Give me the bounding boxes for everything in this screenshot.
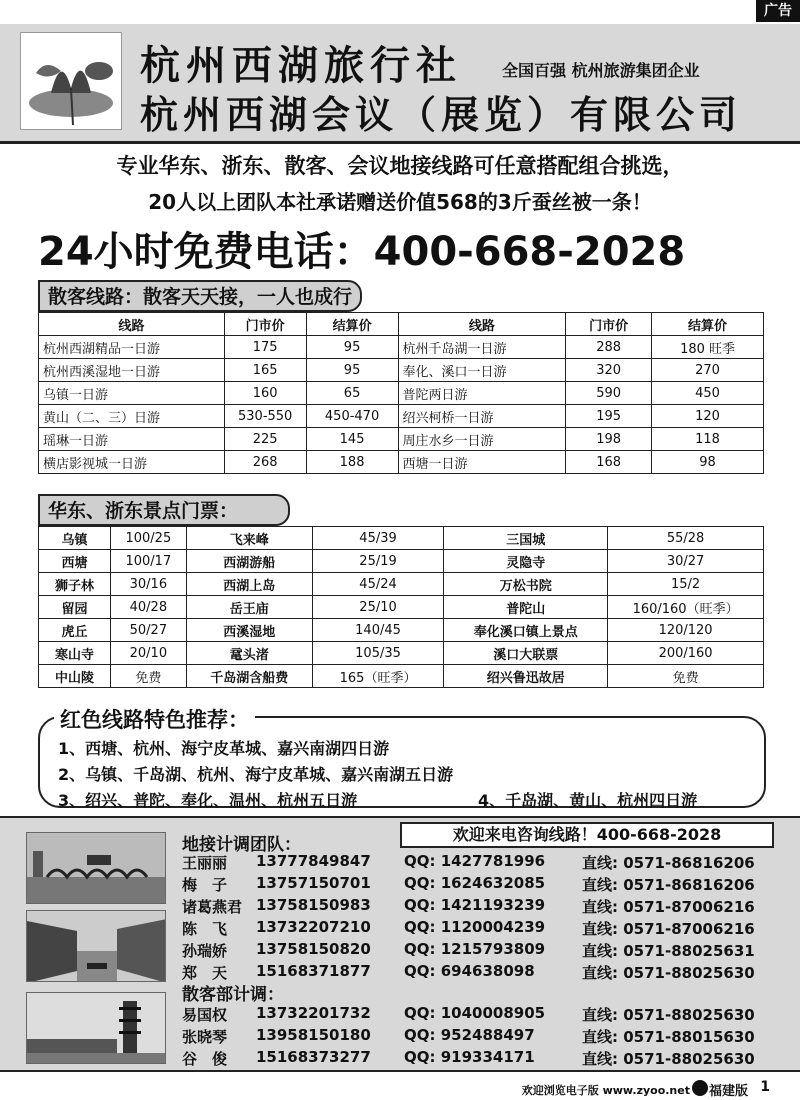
table-cell: 40/28 (110, 596, 186, 619)
table-cell: 530-550 (224, 405, 306, 428)
ad-tag: 广告 (756, 0, 800, 22)
table-cell: 590 (566, 382, 652, 405)
table-row (39, 550, 764, 573)
table-cell: 黄山（二、三）日游 (39, 405, 225, 428)
table-cell: 灵隐寺 (444, 550, 608, 573)
lotus-logo-image (20, 32, 122, 130)
contact-qq: QQ: 952488497 (404, 1026, 535, 1044)
table-cell: 周庄水乡一日游 (398, 428, 566, 451)
table-cell: 45/39 (312, 527, 444, 550)
table-cell: 100/17 (110, 550, 186, 573)
contact-qq: QQ: 1215793809 (404, 940, 546, 958)
table-cell: 杭州西溪湿地一日游 (39, 359, 225, 382)
table-cell: 118 (652, 428, 764, 451)
table-cell: 西塘 (39, 550, 111, 573)
footer-website: 欢迎浏览电子版 www.zyoo.net (521, 1084, 690, 1097)
photo-pagoda (26, 992, 166, 1064)
table-cell: 免费 (110, 665, 186, 688)
table-cell: 65 (306, 382, 398, 405)
table-cell: 鼋头渚 (186, 642, 312, 665)
contact-mobile: 13758150820 (256, 940, 371, 958)
red-routes-title: 红色线路特色推荐： (54, 704, 255, 734)
col-header-retail: 门市价 (224, 313, 306, 336)
table-cell: 杭州西湖精品一日游 (39, 336, 225, 359)
contact-qq: QQ: 1421193239 (404, 896, 546, 914)
table-cell: 岳王庙 (186, 596, 312, 619)
table-cell: 15/2 (608, 573, 764, 596)
photo-water-town (26, 910, 166, 982)
contact-qq: QQ: 1040008905 (404, 1004, 546, 1022)
table-cell: 320 (566, 359, 652, 382)
contact-mobile: 13758150983 (256, 896, 371, 914)
table-cell: 万松书院 (444, 573, 608, 596)
table-cell: 200/160 (608, 642, 764, 665)
table-cell: 45/24 (312, 573, 444, 596)
table-cell: 西塘一日游 (398, 451, 566, 474)
contact-name: 梅 子 (182, 876, 228, 894)
table-cell: 西湖游船 (186, 550, 312, 573)
contact-mobile: 13958150180 (256, 1026, 371, 1044)
tickets-table (38, 526, 764, 688)
table-cell: 120 (652, 405, 764, 428)
header-banner (0, 24, 800, 144)
contact-mobile: 13732201732 (256, 1004, 371, 1022)
table-cell: 狮子林 (39, 573, 111, 596)
table-cell: 杭州千岛湖一日游 (398, 336, 566, 359)
table-cell: 120/120 (608, 619, 764, 642)
promo-line-1: 专业华东、浙东、散客、会议地接线路可任意搭配组合挑选， (116, 154, 684, 178)
table-row (39, 405, 764, 428)
table-cell: 165（旺季） (312, 665, 444, 688)
table-cell: 95 (306, 359, 398, 382)
table-cell: 30/27 (608, 550, 764, 573)
contact-name: 郑 天 (182, 964, 228, 982)
table-cell: 98 (652, 451, 764, 474)
contact-direct-line: 直线: 0571-86816206 (582, 854, 755, 872)
table-cell: 中山陵 (39, 665, 111, 688)
contact-name: 孙瑞娇 (182, 942, 228, 960)
contact-name: 谷 俊 (182, 1050, 228, 1068)
table-cell: 寒山寺 (39, 642, 111, 665)
table-row (39, 665, 764, 688)
table-row (39, 382, 764, 405)
contact-direct-line: 直线: 0571-87006216 (582, 920, 755, 938)
table-cell: 绍兴鲁迅故居 (444, 665, 608, 688)
table-cell: 198 (566, 428, 652, 451)
contact-name: 易国权 (182, 1006, 228, 1024)
table-cell: 105/35 (312, 642, 444, 665)
contact-direct-line: 直线: 0571-87006216 (582, 898, 755, 916)
table-cell: 乌镇一日游 (39, 382, 225, 405)
table-cell: 奉化、溪口一日游 (398, 359, 566, 382)
contact-name: 张晓琴 (182, 1028, 228, 1046)
table-cell: 瑶琳一日游 (39, 428, 225, 451)
company-name-conference: 杭州西湖会议（展览）有限公司 (140, 92, 743, 137)
table-cell: 飞来峰 (186, 527, 312, 550)
free-hotline: 24小时免费电话：400-668-2028 (38, 229, 686, 275)
scatter-routes-title: 散客线路：散客天天接，一人也成行 (38, 280, 362, 312)
table-cell: 普陀两日游 (398, 382, 566, 405)
red-route-3: 3、绍兴、普陀、奉化、温州、杭州五日游 (58, 791, 358, 810)
table-cell: 25/10 (312, 596, 444, 619)
table-cell: 168 (566, 451, 652, 474)
table-cell: 270 (652, 359, 764, 382)
red-route-1: 1、西塘、杭州、海宁皮革城、嘉兴南湖四日游 (58, 739, 390, 758)
contact-mobile: 13732207210 (256, 918, 371, 936)
contact-direct-line: 直线: 0571-86816206 (582, 876, 755, 894)
table-row (39, 451, 764, 474)
table-cell: 虎丘 (39, 619, 111, 642)
table-cell: 165 (224, 359, 306, 382)
table-cell: 横店影视城一日游 (39, 451, 225, 474)
promo-line-2: 20人以上团队本社承诺赠送价值568的3斤蚕丝被一条！ (148, 190, 652, 214)
contact-direct-line: 直线: 0571-88025630 (582, 1006, 755, 1024)
table-cell: 乌镇 (39, 527, 111, 550)
table-cell: 450-470 (306, 405, 398, 428)
page-number: 1 (760, 1079, 770, 1095)
table-cell: 188 (306, 451, 398, 474)
table-cell: 225 (224, 428, 306, 451)
table-cell: 55/28 (608, 527, 764, 550)
table-cell: 西溪湿地 (186, 619, 312, 642)
table-cell: 95 (306, 336, 398, 359)
group-team-title: 地接计调团队： (182, 835, 301, 855)
table-cell: 20/10 (110, 642, 186, 665)
table-row (39, 573, 764, 596)
table-row (39, 336, 764, 359)
footer (0, 1076, 800, 1100)
contact-qq: QQ: 1427781996 (404, 852, 546, 870)
table-row (39, 428, 764, 451)
scatter-team-title: 散客部计调： (182, 985, 284, 1005)
table-cell: 普陀山 (444, 596, 608, 619)
table-cell: 268 (224, 451, 306, 474)
company-slogan: 全国百强 杭州旅游集团企业 (502, 61, 700, 80)
table-cell: 50/27 (110, 619, 186, 642)
tickets-title: 华东、浙东景点门票： (38, 494, 290, 526)
table-cell: 175 (224, 336, 306, 359)
table-cell: 30/16 (110, 573, 186, 596)
contact-qq: QQ: 1624632085 (404, 874, 546, 892)
table-cell: 195 (566, 405, 652, 428)
table-cell: 180 旺季 (652, 336, 764, 359)
table-cell: 145 (306, 428, 398, 451)
table-cell: 450 (652, 382, 764, 405)
col-header-settle: 结算价 (306, 313, 398, 336)
table-row (39, 596, 764, 619)
table-row (39, 619, 764, 642)
table-cell: 288 (566, 336, 652, 359)
table-header-row (39, 313, 764, 336)
contact-qq: QQ: 694638098 (404, 962, 535, 980)
scatter-routes-table (38, 312, 764, 474)
contact-name: 王丽丽 (182, 854, 228, 872)
table-cell: 免费 (608, 665, 764, 688)
col-header-retail: 门市价 (566, 313, 652, 336)
contact-qq: QQ: 919334171 (404, 1048, 535, 1066)
contact-direct-line: 直线: 0571-88025630 (582, 964, 755, 982)
contact-name: 诸葛燕君 (182, 898, 243, 916)
table-cell: 160/160（旺季） (608, 596, 764, 619)
contact-direct-line: 直线: 0571-88015630 (582, 1028, 755, 1046)
consult-hotline-box: 欢迎来电咨询线路！400-668-2028 (400, 822, 774, 848)
table-cell: 100/25 (110, 527, 186, 550)
table-cell: 140/45 (312, 619, 444, 642)
contact-mobile: 13757150701 (256, 874, 371, 892)
company-name-travel: 杭州西湖旅行社 (140, 42, 462, 89)
table-row (39, 359, 764, 382)
table-cell: 160 (224, 382, 306, 405)
contact-direct-line: 直线: 0571-88025630 (582, 1050, 755, 1068)
red-route-4: 4、千岛湖、黄山、杭州四日游 (478, 791, 698, 810)
table-cell: 三国城 (444, 527, 608, 550)
red-route-2: 2、乌镇、千岛湖、杭州、海宁皮革城、嘉兴南湖五日游 (58, 765, 454, 784)
contact-mobile: 15168371877 (256, 962, 371, 980)
table-cell: 西湖上岛 (186, 573, 312, 596)
table-cell: 千岛湖含船费 (186, 665, 312, 688)
site-logo-icon (692, 1080, 708, 1096)
table-cell: 奉化溪口镇上景点 (444, 619, 608, 642)
table-cell: 溪口大联票 (444, 642, 608, 665)
photo-stone-bridge (26, 832, 166, 904)
footer-edition: 福建版 (708, 1084, 748, 1099)
table-cell: 25/19 (312, 550, 444, 573)
contact-mobile: 13777849847 (256, 852, 371, 870)
contact-mobile: 15168373277 (256, 1048, 371, 1066)
table-cell: 绍兴柯桥一日游 (398, 405, 566, 428)
contact-direct-line: 直线: 0571-88025631 (582, 942, 755, 960)
table-cell: 留园 (39, 596, 111, 619)
table-row (39, 642, 764, 665)
col-header-settle: 结算价 (652, 313, 764, 336)
contact-qq: QQ: 1120004239 (404, 918, 546, 936)
col-header-route: 线路 (398, 313, 566, 336)
table-row (39, 527, 764, 550)
col-header-route: 线路 (39, 313, 225, 336)
contact-name: 陈 飞 (182, 920, 228, 938)
